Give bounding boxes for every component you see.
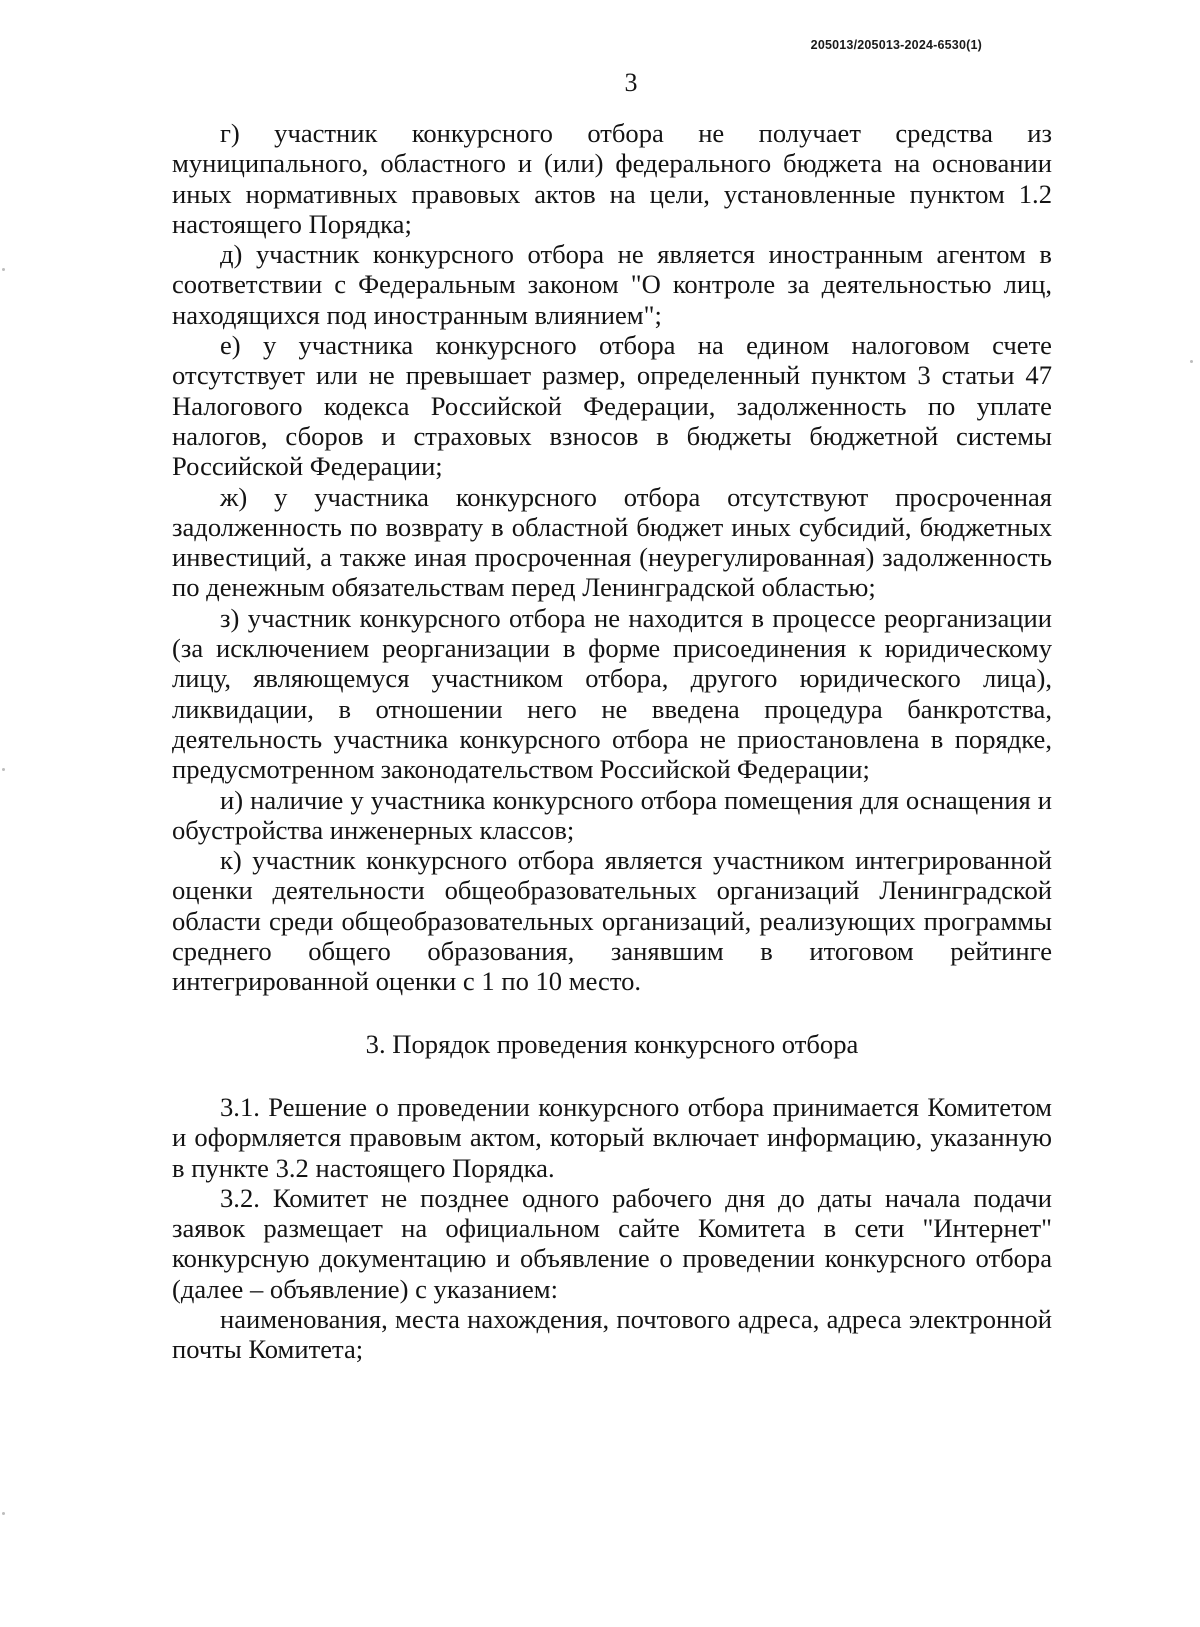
paragraph-3-1: 3.1. Решение о проведении конкурсного отбора принимается Комитетом и оформляется правовым актом, который включает информацию, указанную в пункте 3.2 настоящего Порядка. [172,1091,1052,1183]
paragraph-item-k: к) участник конкурсного отбора является участником интегрированной оценки деятельности общеобразовательных организаций Ленинградской области среди общеобразовательных организаций, реализующих программы среднего общего образования, занявшим в итоговом рейтинге интегрированной оценки с 1 по 10 место. [172,845,1052,997]
paragraph-list-item: наименования, места нахождения, почтового адреса, адреса электронной почты Комитета; [172,1303,1052,1365]
document-registration-number: 205013/205013-2024-6530(1) [810,38,982,52]
scan-speck [2,1512,5,1515]
paragraph-item-i: и) наличие у участника конкурсного отбора помещения для оснащения и обустройства инженерных классов; [172,784,1052,845]
paragraph-item-zh: ж) у участника конкурсного отбора отсутствуют просроченная задолженность по возврату в областной бюджет иных субсидий, бюджетных инвестиций, а также иная просроченная (неурегулированная) задолженность по денежным обязательствам перед Ленинградской областью; [172,481,1052,603]
paragraph-3-2: 3.2. Комитет не позднее одного рабочего дня до даты начала подачи заявок размещает на официальном сайте Комитета в сети "Интернет" конкурсную документацию и объявление о проведении конкурсного отбора (далее – объявление) с указанием: [172,1182,1052,1304]
scan-speck [1190,360,1193,363]
scan-speck [2,768,5,771]
scan-speck [2,268,5,271]
section-heading: 3. Порядок проведения конкурсного отбора [365,1028,859,1059]
paragraph-item-z: з) участник конкурсного отбора не находится в процессе реорганизации (за исключением реорганизации в форме присоединения к юридическому лицу, являющемуся участником отбора, другого юридического лица), ликвидации, в отношении него не введена процедура банкротства, деятельность участника конкурсного отбора не приостановлена в порядке, предусмотренном законодательством Российской Федерации; [172,602,1052,785]
paragraph-item-e: е) у участника конкурсного отбора на едином налоговом счете отсутствует или не превышает размер, определенный пунктом 3 статьи 47 Налогового кодекса Российской Федерации, задолженность по уплате налогов, сборов и страховых взносов в бюджеты бюджетной системы Российской Федерации; [172,330,1052,482]
paragraph-item-g: г) участник конкурсного отбора не получает средства из муниципального, областного и (или) федерального бюджета на основании иных нормативных правовых актов на цели, установленные пунктом 1.2 настоящего Порядка; [172,118,1052,239]
document-body [172,118,1052,1365]
paragraph-item-d: д) участник конкурсного отбора не является иностранным агентом в соответствии с Федеральным законом "О контроле за деятельностью лиц, находящихся под иностранным влиянием"; [172,239,1052,330]
page-number: 3 [624,68,638,97]
